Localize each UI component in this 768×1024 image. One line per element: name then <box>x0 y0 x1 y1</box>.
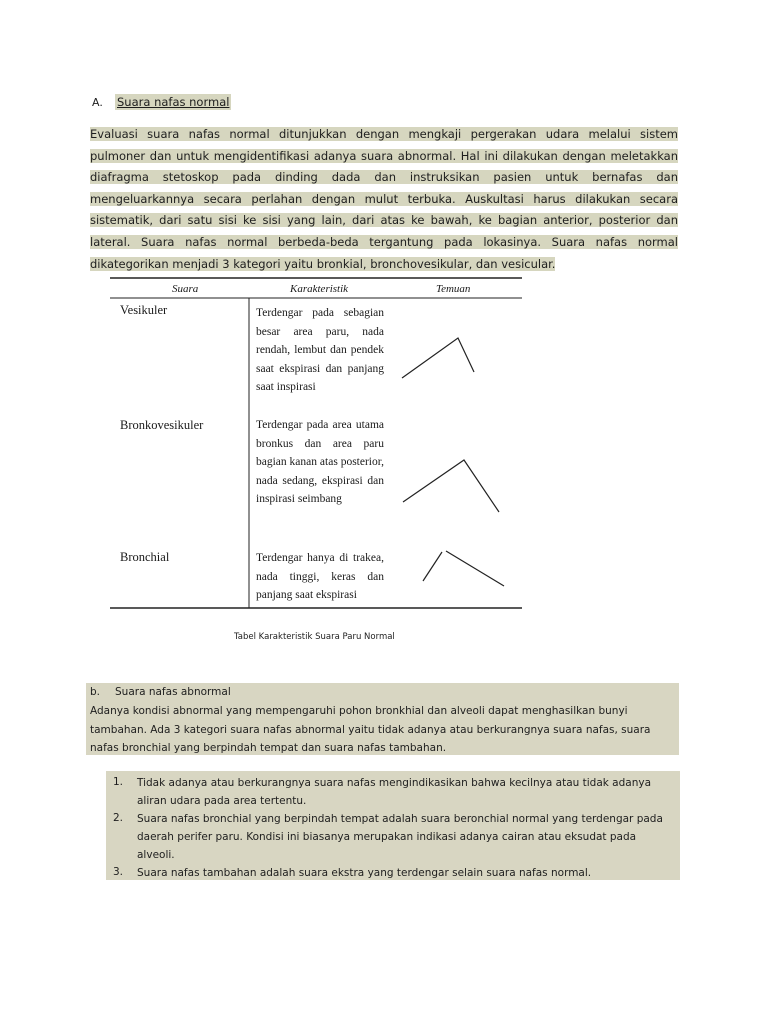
table-header-suara: Suara <box>172 283 199 295</box>
table-header-temuan: Temuan <box>436 283 471 295</box>
table-row-name: Bronkovesikuler <box>120 418 204 432</box>
bronchial-inspiration-line-icon <box>423 552 442 581</box>
list-item-number: 1. <box>113 776 124 788</box>
table-header-karakteristik: Karakteristik <box>290 283 349 295</box>
bronchial-expiration-line-icon <box>446 551 504 586</box>
table-row-name: Vesikuler <box>120 303 168 317</box>
section-a-paragraph-text: Evaluasi suara nafas normal ditunjukkan dengan mengkaji pergerakan udara melalui sistem pulmoner dan untuk mengidentifikasi adanya suara abnormal. Hal ini dilakukan dengan meletakkan diafragma stetoskop pada dinding dada dan instruksikan pasien untuk bernafas dan mengeluarkannya secara perlahan dengan mulut terbuka. Auskultasi harus dilakukan secara sistematik, dari satu sisi ke sisi yang lain, dari atas ke bawah, ke bagian anterior, posterior dan lateral. Suara nafas normal berbeda-beda tergantung pada lokasinya. Suara nafas normal dikategorikan menjadi 3 kategori yaitu bronkial, bronchovesikular, dan vesicular. <box>90 127 678 271</box>
table-row-description: Terdengar hanya di trakea, nada tinggi, keras dan panjang saat ekspirasi <box>256 552 384 601</box>
section-a-marker: A. <box>92 96 103 109</box>
table-caption: Tabel Karakteristik Suara Paru Normal <box>234 632 395 642</box>
list-item: Suara nafas tambahan adalah suara ekstra yang terdengar selain suara nafas normal. <box>137 867 592 879</box>
vesicular-waveform-icon <box>402 338 474 378</box>
section-a-paragraph <box>90 124 678 275</box>
table-row-description: Terdengar pada sebagian besar area paru, nada rendah, lembut dan pendek saat ekspirasi dan panjang saat inspirasi <box>256 307 384 393</box>
bronchovesicular-waveform-icon <box>403 460 499 512</box>
table-row-description: Terdengar pada area utama bronkus dan area paru bagian kanan atas posterior, nada sedang, ekspirasi dan inspirasi seimbang <box>256 419 384 505</box>
list-item: Tidak adanya atau berkurangnya suara nafas mengindikasikan bahwa kecilnya atau tidak adanya aliran udara pada area tertentu. <box>137 777 652 807</box>
section-b-title: Suara nafas abnormal <box>115 686 231 698</box>
list-item: Suara nafas bronchial yang berpindah tempat adalah suara beronchial normal yang terdengar pada daerah perifer paru. Kondisi ini biasanya merupakan indikasi adanya cairan atau eksudat pada alveoli. <box>137 813 663 861</box>
section-b-marker: b. <box>90 686 101 698</box>
list-item-number: 2. <box>113 812 124 824</box>
section-b-paragraph: Adanya kondisi abnormal yang mempengaruhi pohon bronkhial dan alveoli dapat menghasilkan bunyi tambahan. Ada 3 kategori suara nafas abnormal yaitu tidak adanya atau berkurangnya suara nafas, suara nafas bronchial yang berpindah tempat dan suara nafas tambahan. <box>90 705 651 754</box>
section-a-title: Suara nafas normal <box>117 95 230 109</box>
table-row-name: Bronchial <box>120 550 170 564</box>
list-item-number: 3. <box>113 866 124 878</box>
